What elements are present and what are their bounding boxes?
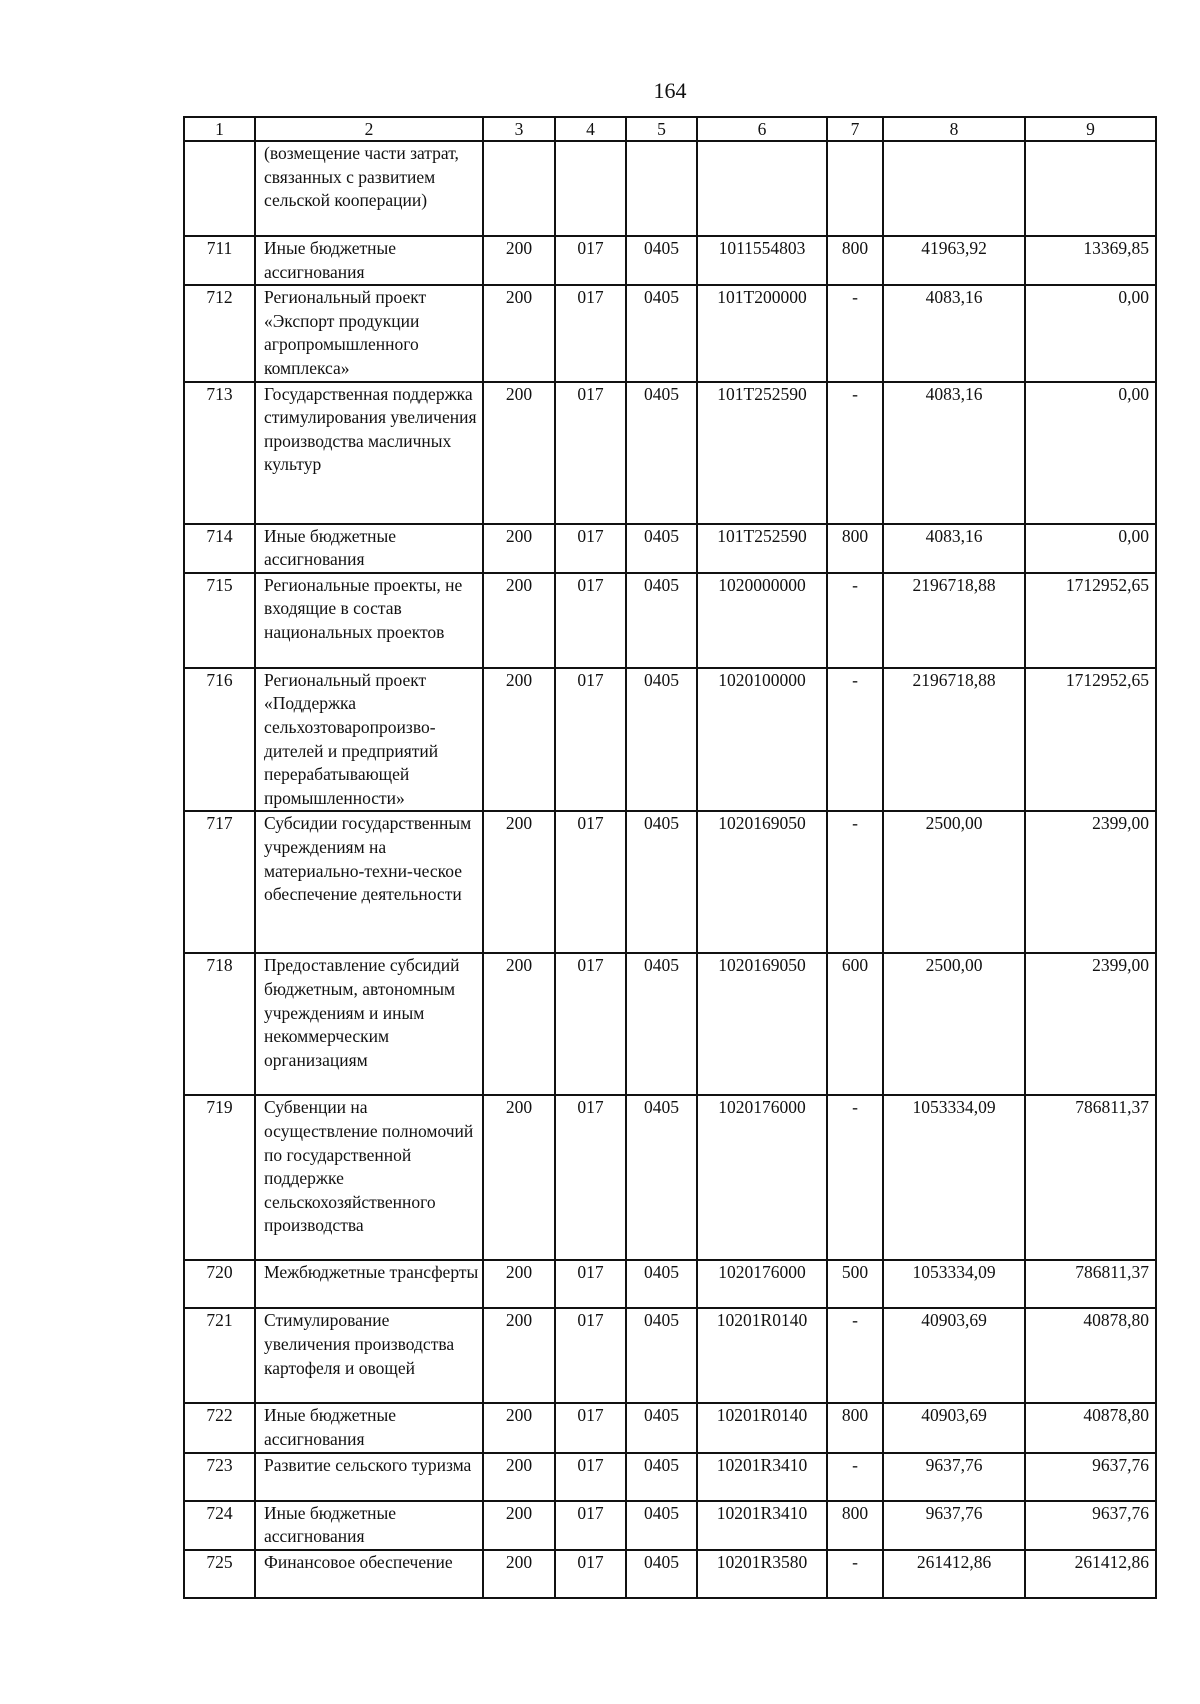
cell-col-7: 800 — [827, 1403, 883, 1452]
cell-col-9: 0,00 — [1025, 285, 1156, 381]
cell-col-3: 200 — [483, 1453, 555, 1501]
cell-col-3: 200 — [483, 1308, 555, 1403]
cell-col-3: 200 — [483, 1260, 555, 1308]
item-name: Иные бюджетные ассигнования — [255, 524, 483, 573]
cell-col-3: 200 — [483, 573, 555, 668]
cell-col-6: 101T200000 — [697, 285, 827, 381]
item-name: (возмещение части затрат, связанных с развитием сельской кооперации) — [255, 141, 483, 236]
cell-col-9: 2399,00 — [1025, 953, 1156, 1095]
cell-col-5: 0405 — [626, 524, 697, 573]
cell-col-6: 10201R3410 — [697, 1501, 827, 1550]
cell-col-4: 017 — [555, 953, 626, 1095]
cell-col-4: 017 — [555, 236, 626, 285]
cell-col-6: 1011554803 — [697, 236, 827, 285]
cell-col-5: 0405 — [626, 285, 697, 381]
table-row — [184, 811, 1156, 953]
cell-col-7: 600 — [827, 953, 883, 1095]
item-name: Иные бюджетные ассигнования — [255, 1403, 483, 1452]
cell-col-6: 1020176000 — [697, 1095, 827, 1260]
cell-col-7: - — [827, 1308, 883, 1403]
cell-col-9: 13369,85 — [1025, 236, 1156, 285]
cell-col-6: 101T252590 — [697, 524, 827, 573]
cell-col-5: 0405 — [626, 382, 697, 524]
row-number: 717 — [184, 811, 255, 953]
item-name: Предоставление субсидий бюджетным, автономным учреждениям и иным некоммерческим организациям — [255, 953, 483, 1095]
cell-col-4: 017 — [555, 1550, 626, 1598]
column-number-row — [184, 117, 1156, 141]
item-name: Региональный проект «Поддержка сельхозтоваропроизво-дителей и предприятий перерабатывающей промышленности» — [255, 668, 483, 812]
cell-col-5: 0405 — [626, 1260, 697, 1308]
cell-col-8: 1053334,09 — [883, 1095, 1025, 1260]
table-row — [184, 524, 1156, 573]
cell-col-4: 017 — [555, 573, 626, 668]
cell-col-9: 786811,37 — [1025, 1260, 1156, 1308]
cell-col-4: 017 — [555, 1501, 626, 1550]
cell-col-4: 017 — [555, 1260, 626, 1308]
cell-col-5: 0405 — [626, 1308, 697, 1403]
table-row — [184, 668, 1156, 812]
cell-col-4: 017 — [555, 382, 626, 524]
page-number: 164 — [653, 78, 687, 103]
row-number: 712 — [184, 285, 255, 381]
table-row — [184, 141, 1156, 236]
column-number: 8 — [883, 117, 1025, 141]
column-number: 2 — [255, 117, 483, 141]
cell-col-4 — [555, 141, 626, 236]
cell-col-6: 10201R0140 — [697, 1403, 827, 1452]
cell-col-8: 9637,76 — [883, 1501, 1025, 1550]
cell-col-4: 017 — [555, 1308, 626, 1403]
cell-col-5 — [626, 141, 697, 236]
cell-col-7: - — [827, 573, 883, 668]
cell-col-6: 1020169050 — [697, 811, 827, 953]
item-name: Межбюджетные трансферты — [255, 1260, 483, 1308]
cell-col-5: 0405 — [626, 1453, 697, 1501]
cell-col-4: 017 — [555, 668, 626, 812]
cell-col-7: - — [827, 382, 883, 524]
cell-col-9: 40878,80 — [1025, 1308, 1156, 1403]
cell-col-9: 9637,76 — [1025, 1453, 1156, 1501]
cell-col-8: 261412,86 — [883, 1550, 1025, 1598]
cell-col-8: 40903,69 — [883, 1403, 1025, 1452]
cell-col-9: 2399,00 — [1025, 811, 1156, 953]
cell-col-3: 200 — [483, 811, 555, 953]
row-number: 711 — [184, 236, 255, 285]
item-name: Развитие сельского туризма — [255, 1453, 483, 1501]
cell-col-5: 0405 — [626, 573, 697, 668]
column-number: 4 — [555, 117, 626, 141]
row-number: 725 — [184, 1550, 255, 1598]
cell-col-7: 800 — [827, 1501, 883, 1550]
cell-col-6 — [697, 141, 827, 236]
cell-col-6: 1020176000 — [697, 1260, 827, 1308]
cell-col-9: 261412,86 — [1025, 1550, 1156, 1598]
cell-col-8: 1053334,09 — [883, 1260, 1025, 1308]
table-row — [184, 1095, 1156, 1260]
table-row — [184, 382, 1156, 524]
cell-col-3 — [483, 141, 555, 236]
item-name: Иные бюджетные ассигнования — [255, 236, 483, 285]
cell-col-9: 0,00 — [1025, 524, 1156, 573]
cell-col-5: 0405 — [626, 1501, 697, 1550]
column-number: 7 — [827, 117, 883, 141]
cell-col-3: 200 — [483, 1550, 555, 1598]
cell-col-9: 1712952,65 — [1025, 573, 1156, 668]
item-name: Стимулирование увеличения производства картофеля и овощей — [255, 1308, 483, 1403]
column-number: 5 — [626, 117, 697, 141]
cell-col-6: 1020100000 — [697, 668, 827, 812]
item-name: Субсидии государственным учреждениям на материально-техни-ческое обеспечение деятельности — [255, 811, 483, 953]
cell-col-4: 017 — [555, 1403, 626, 1452]
cell-col-7: 500 — [827, 1260, 883, 1308]
table-row — [184, 236, 1156, 285]
row-number: 724 — [184, 1501, 255, 1550]
row-number: 722 — [184, 1403, 255, 1452]
column-number: 6 — [697, 117, 827, 141]
table-row — [184, 1403, 1156, 1452]
cell-col-8: 2196718,88 — [883, 573, 1025, 668]
cell-col-7: 800 — [827, 524, 883, 573]
table-row — [184, 1453, 1156, 1501]
cell-col-6: 10201R0140 — [697, 1308, 827, 1403]
column-number: 1 — [184, 117, 255, 141]
cell-col-8: 2500,00 — [883, 953, 1025, 1095]
item-name: Иные бюджетные ассигнования — [255, 1501, 483, 1550]
cell-col-3: 200 — [483, 382, 555, 524]
row-number — [184, 141, 255, 236]
cell-col-4: 017 — [555, 1095, 626, 1260]
cell-col-7: - — [827, 668, 883, 812]
cell-col-7: 800 — [827, 236, 883, 285]
cell-col-3: 200 — [483, 1403, 555, 1452]
cell-col-9 — [1025, 141, 1156, 236]
cell-col-5: 0405 — [626, 811, 697, 953]
row-number: 719 — [184, 1095, 255, 1260]
row-number: 718 — [184, 953, 255, 1095]
cell-col-9: 0,00 — [1025, 382, 1156, 524]
table-row — [184, 573, 1156, 668]
cell-col-6: 1020000000 — [697, 573, 827, 668]
cell-col-3: 200 — [483, 1095, 555, 1260]
cell-col-8: 40903,69 — [883, 1308, 1025, 1403]
cell-col-6: 10201R3580 — [697, 1550, 827, 1598]
item-name: Региональные проекты, не входящие в состав национальных проектов — [255, 573, 483, 668]
cell-col-3: 200 — [483, 285, 555, 381]
budget-table — [183, 116, 1157, 1599]
row-number: 721 — [184, 1308, 255, 1403]
row-number: 715 — [184, 573, 255, 668]
cell-col-8: 41963,92 — [883, 236, 1025, 285]
cell-col-9: 1712952,65 — [1025, 668, 1156, 812]
cell-col-4: 017 — [555, 285, 626, 381]
cell-col-9: 40878,80 — [1025, 1403, 1156, 1452]
item-name: Государственная поддержка стимулирования увеличения производства масличных культур — [255, 382, 483, 524]
cell-col-5: 0405 — [626, 236, 697, 285]
row-number: 716 — [184, 668, 255, 812]
cell-col-8: 4083,16 — [883, 285, 1025, 381]
table-row — [184, 1308, 1156, 1403]
cell-col-5: 0405 — [626, 1403, 697, 1452]
row-number: 723 — [184, 1453, 255, 1501]
cell-col-8: 4083,16 — [883, 524, 1025, 573]
cell-col-6: 1020169050 — [697, 953, 827, 1095]
cell-col-7: - — [827, 1095, 883, 1260]
row-number: 714 — [184, 524, 255, 573]
cell-col-8: 4083,16 — [883, 382, 1025, 524]
cell-col-5: 0405 — [626, 668, 697, 812]
cell-col-5: 0405 — [626, 1550, 697, 1598]
table-row — [184, 1550, 1156, 1598]
item-name: Финансовое обеспечение — [255, 1550, 483, 1598]
cell-col-4: 017 — [555, 1453, 626, 1501]
table-row — [184, 285, 1156, 381]
item-name: Субвенции на осуществление полномочий по государственной поддержке сельскохозяйственного производства — [255, 1095, 483, 1260]
table-row — [184, 953, 1156, 1095]
cell-col-5: 0405 — [626, 953, 697, 1095]
cell-col-4: 017 — [555, 524, 626, 573]
cell-col-9: 786811,37 — [1025, 1095, 1156, 1260]
cell-col-8 — [883, 141, 1025, 236]
cell-col-3: 200 — [483, 236, 555, 285]
column-number: 3 — [483, 117, 555, 141]
row-number: 713 — [184, 382, 255, 524]
cell-col-7: - — [827, 811, 883, 953]
cell-col-7: - — [827, 1550, 883, 1598]
cell-col-7 — [827, 141, 883, 236]
cell-col-9: 9637,76 — [1025, 1501, 1156, 1550]
cell-col-4: 017 — [555, 811, 626, 953]
row-number: 720 — [184, 1260, 255, 1308]
cell-col-8: 2500,00 — [883, 811, 1025, 953]
cell-col-3: 200 — [483, 1501, 555, 1550]
column-number: 9 — [1025, 117, 1156, 141]
cell-col-7: - — [827, 1453, 883, 1501]
cell-col-6: 10201R3410 — [697, 1453, 827, 1501]
cell-col-3: 200 — [483, 953, 555, 1095]
cell-col-8: 2196718,88 — [883, 668, 1025, 812]
cell-col-8: 9637,76 — [883, 1453, 1025, 1501]
table-row — [184, 1501, 1156, 1550]
cell-col-7: - — [827, 285, 883, 381]
table-row — [184, 1260, 1156, 1308]
cell-col-3: 200 — [483, 524, 555, 573]
cell-col-6: 101T252590 — [697, 382, 827, 524]
cell-col-3: 200 — [483, 668, 555, 812]
cell-col-5: 0405 — [626, 1095, 697, 1260]
item-name: Региональный проект «Экспорт продукции агропромышленного комплекса» — [255, 285, 483, 381]
